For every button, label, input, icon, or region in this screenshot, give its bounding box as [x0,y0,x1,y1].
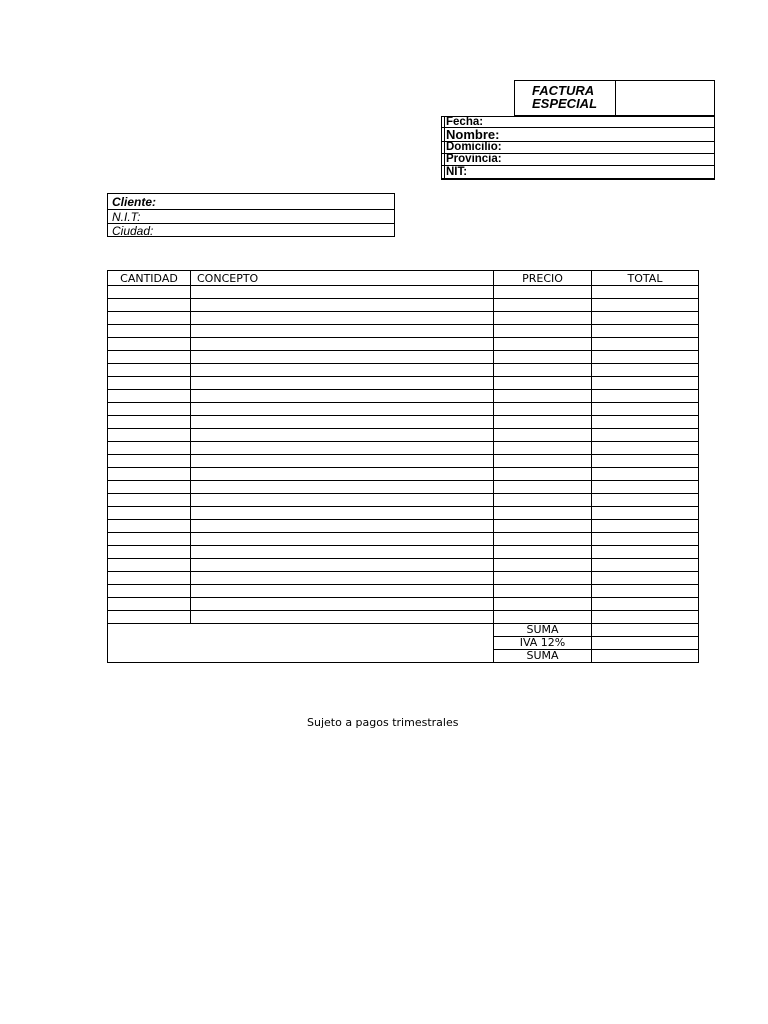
cantidad-cell[interactable] [108,494,191,507]
cantidad-cell[interactable] [108,533,191,546]
concepto-cell[interactable] [191,351,494,364]
precio-cell[interactable] [494,390,592,403]
table-row [108,442,699,455]
precio-cell[interactable] [494,455,592,468]
total-cell[interactable] [592,507,699,520]
cantidad-cell[interactable] [108,611,191,624]
table-row [108,286,699,299]
issuer-provincia-label: Provincia: [442,154,714,166]
cantidad-cell[interactable] [108,585,191,598]
precio-cell[interactable] [494,481,592,494]
invoice-number-field[interactable] [616,81,714,115]
total-cell[interactable] [592,598,699,611]
table-row [108,481,699,494]
total-cell[interactable] [592,390,699,403]
concepto-cell[interactable] [191,533,494,546]
total-cell[interactable] [592,520,699,533]
total-cell[interactable] [592,286,699,299]
precio-cell[interactable] [494,546,592,559]
table-row [108,494,699,507]
totals-section [108,624,699,663]
issuer-left-border [444,117,445,179]
table-row [108,533,699,546]
table-row [108,520,699,533]
table-row [108,559,699,572]
concepto-cell[interactable] [191,455,494,468]
total-cell[interactable] [592,559,699,572]
concepto-cell[interactable] [191,416,494,429]
table-row [108,403,699,416]
concepto-cell[interactable] [191,585,494,598]
cantidad-cell[interactable] [108,403,191,416]
precio-cell[interactable] [494,559,592,572]
concepto-cell[interactable] [191,572,494,585]
issuer-fecha-label: Fecha: [442,117,714,128]
issuer-nombre-label: Nombre: [442,128,714,142]
items-table [107,270,699,663]
totals-suma-value[interactable] [592,624,699,637]
cantidad-cell[interactable] [108,429,191,442]
cantidad-cell[interactable] [108,481,191,494]
total-cell[interactable] [592,351,699,364]
total-cell[interactable] [592,312,699,325]
precio-cell[interactable] [494,572,592,585]
concepto-cell[interactable] [191,559,494,572]
precio-cell[interactable] [494,403,592,416]
total-cell[interactable] [592,572,699,585]
invoice-title-line2: ESPECIAL [532,96,598,111]
cantidad-cell[interactable] [108,598,191,611]
total-cell[interactable] [592,611,699,624]
cantidad-cell[interactable] [108,286,191,299]
cantidad-cell[interactable] [108,442,191,455]
cantidad-cell[interactable] [108,468,191,481]
concepto-cell[interactable] [191,520,494,533]
client-info [107,193,395,237]
concepto-cell[interactable] [191,468,494,481]
table-row [108,377,699,390]
concepto-cell[interactable] [191,403,494,416]
table-row [108,585,699,598]
total-cell[interactable] [592,377,699,390]
total-cell[interactable] [592,494,699,507]
totals-suma-final-label: SUMA [494,650,592,663]
header-concepto: CONCEPTO [191,271,494,286]
cantidad-cell[interactable] [108,351,191,364]
precio-cell[interactable] [494,377,592,390]
invoice-title-box [514,80,715,116]
precio-cell[interactable] [494,611,592,624]
table-row [108,338,699,351]
table-row [108,351,699,364]
concepto-cell[interactable] [191,611,494,624]
concepto-cell[interactable] [191,364,494,377]
total-cell[interactable] [592,533,699,546]
cantidad-cell[interactable] [108,559,191,572]
invoice-title [515,81,616,115]
client-nit-label: N.I.T: [108,210,394,224]
total-cell[interactable] [592,299,699,312]
precio-cell[interactable] [494,312,592,325]
issuer-info [441,116,715,180]
table-row [108,364,699,377]
total-cell[interactable] [592,429,699,442]
table-row [108,455,699,468]
table-row [108,312,699,325]
concepto-cell[interactable] [191,377,494,390]
table-row [108,572,699,585]
items-body [108,286,699,624]
total-cell[interactable] [592,585,699,598]
precio-cell[interactable] [494,299,592,312]
precio-cell[interactable] [494,286,592,299]
concepto-cell[interactable] [191,338,494,351]
concepto-cell[interactable] [191,325,494,338]
header-precio: PRECIO [494,271,592,286]
table-row [108,429,699,442]
cantidad-cell[interactable] [108,364,191,377]
precio-cell[interactable] [494,429,592,442]
cantidad-cell[interactable] [108,377,191,390]
items-header-row [108,271,699,286]
footer-note: Sujeto a pagos trimestrales [307,716,459,729]
concepto-cell[interactable] [191,442,494,455]
totals-suma-final-value[interactable] [592,650,699,663]
client-ciudad-label: Ciudad: [112,224,154,238]
concepto-cell[interactable] [191,481,494,494]
total-cell[interactable] [592,468,699,481]
client-cliente-label: Cliente: [108,194,394,210]
total-cell[interactable] [592,546,699,559]
total-cell[interactable] [592,455,699,468]
issuer-domicilio-label: Domicilio: [442,142,714,154]
cantidad-cell[interactable] [108,390,191,403]
table-row [108,468,699,481]
cantidad-cell[interactable] [108,416,191,429]
totals-iva-value[interactable] [592,637,699,650]
total-cell[interactable] [592,416,699,429]
concepto-cell[interactable] [191,429,494,442]
totals-iva-label: IVA 12% [494,637,592,650]
totals-row-suma [108,624,699,637]
concepto-cell[interactable] [191,312,494,325]
concepto-cell[interactable] [191,390,494,403]
concepto-cell[interactable] [191,299,494,312]
table-row [108,299,699,312]
precio-cell[interactable] [494,533,592,546]
precio-cell[interactable] [494,507,592,520]
table-row [108,390,699,403]
invoice-title-line1: FACTURA [532,83,595,98]
table-row [108,598,699,611]
precio-cell[interactable] [494,351,592,364]
precio-cell[interactable] [494,468,592,481]
cantidad-cell[interactable] [108,312,191,325]
cantidad-cell[interactable] [108,455,191,468]
totals-suma-label: SUMA [494,624,592,637]
table-row [108,611,699,624]
cantidad-cell[interactable] [108,507,191,520]
cantidad-cell[interactable] [108,325,191,338]
precio-cell[interactable] [494,520,592,533]
table-row [108,416,699,429]
concepto-cell[interactable] [191,286,494,299]
cantidad-cell[interactable] [108,546,191,559]
precio-cell[interactable] [494,494,592,507]
table-row [108,546,699,559]
concepto-cell[interactable] [191,494,494,507]
total-cell[interactable] [592,403,699,416]
concepto-cell[interactable] [191,598,494,611]
precio-cell[interactable] [494,442,592,455]
cantidad-cell[interactable] [108,299,191,312]
precio-cell[interactable] [494,585,592,598]
table-row [108,325,699,338]
precio-cell[interactable] [494,325,592,338]
total-cell[interactable] [592,481,699,494]
precio-cell[interactable] [494,416,592,429]
issuer-nit-label: NIT: [442,166,714,179]
concepto-cell[interactable] [191,507,494,520]
precio-cell[interactable] [494,598,592,611]
total-cell[interactable] [592,442,699,455]
table-row [108,507,699,520]
totals-blank-area [108,624,494,663]
header-total: TOTAL [592,271,699,286]
precio-cell[interactable] [494,364,592,377]
header-cantidad: CANTIDAD [108,271,191,286]
total-cell[interactable] [592,338,699,351]
cantidad-cell[interactable] [108,572,191,585]
cantidad-cell[interactable] [108,520,191,533]
total-cell[interactable] [592,325,699,338]
concepto-cell[interactable] [191,546,494,559]
cantidad-cell[interactable] [108,338,191,351]
precio-cell[interactable] [494,338,592,351]
total-cell[interactable] [592,364,699,377]
